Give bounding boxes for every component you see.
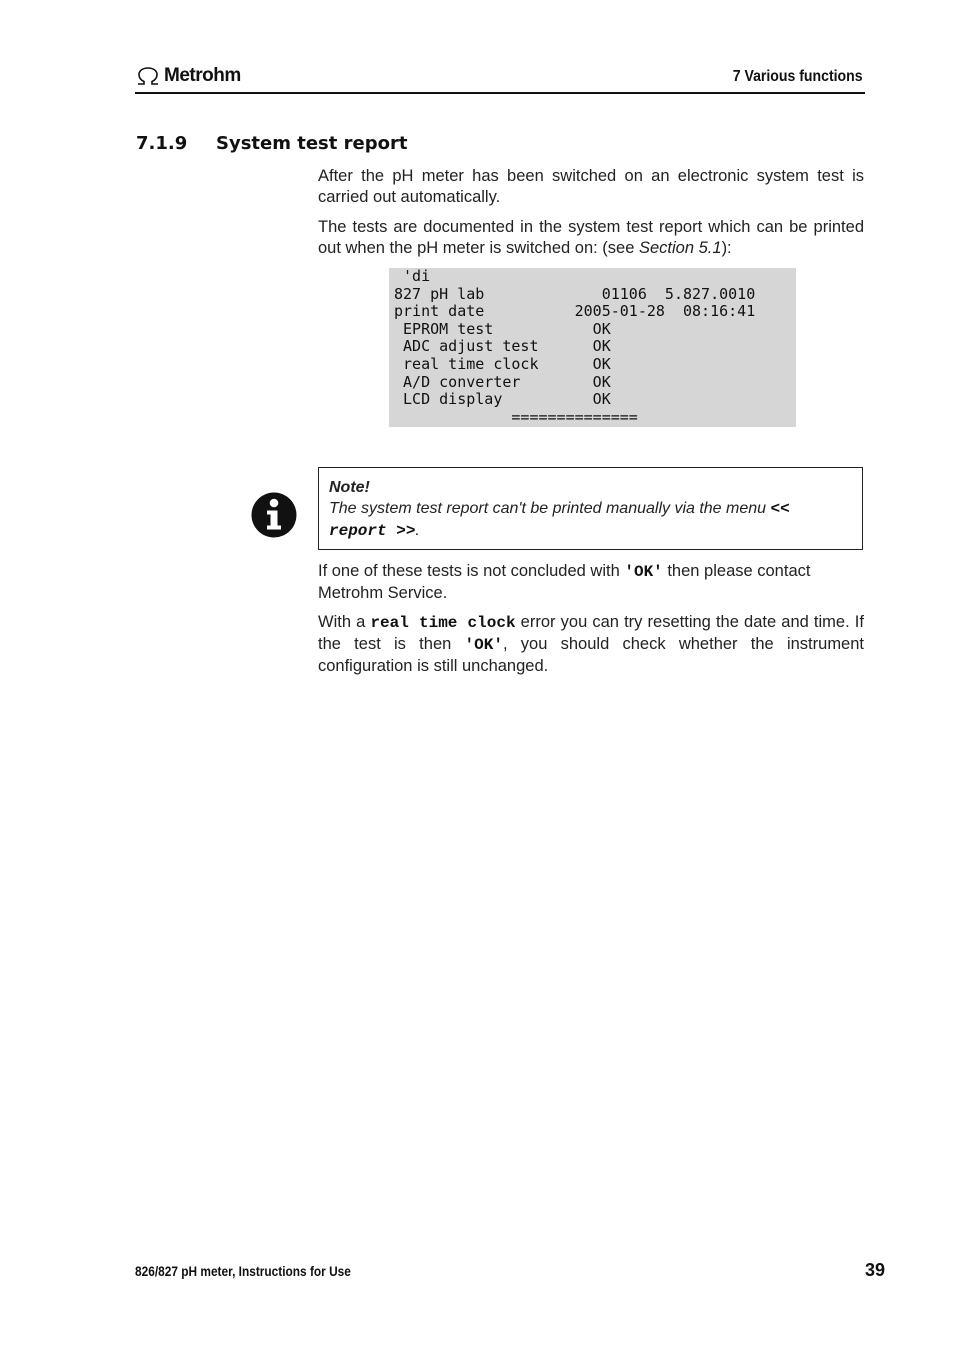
text-run: The system test report can't be printed manually via the menu [329, 500, 771, 517]
text-run: If one of these tests is not concluded with [318, 562, 625, 580]
metrohm-logo [135, 64, 241, 88]
info-icon [250, 491, 298, 539]
section-number: 7.1.9 [136, 133, 188, 154]
report-line: print date 2005-01-28 08:16:41 [394, 302, 756, 321]
report-line: ============== [394, 407, 638, 426]
text-run: then please contact Metrohm Service. [318, 562, 811, 602]
logo-text: Metrohm [164, 65, 241, 86]
chapter-title: 7 Various functions [733, 68, 863, 85]
report-line: EPROM test OK [394, 319, 611, 338]
page-number: 39 [864, 1260, 885, 1280]
paragraph-intro: After the pH meter has been switched on an electronic system test is carried out automatically. [318, 167, 864, 206]
report-line: real time clock OK [394, 354, 611, 373]
note-title: Note! [329, 479, 370, 496]
page-header [135, 62, 865, 94]
section-heading [136, 133, 407, 154]
section-reference: Section 5.1 [639, 239, 722, 257]
note-box [318, 467, 863, 550]
paragraph-ok-failure [318, 561, 864, 604]
report-line: LCD display OK [394, 390, 611, 409]
section-title: System test report [216, 133, 408, 154]
note-text [329, 498, 852, 542]
report-lines [389, 268, 796, 426]
footer-doc-title: 826/827 pH meter, Instructions for Use [135, 1264, 351, 1279]
system-test-report-printout [389, 268, 796, 427]
ok-code: 'OK' [464, 636, 503, 654]
paragraph-clock-error [318, 612, 864, 677]
text-run: error you can try resetting the date and time. If the test is then [318, 613, 864, 653]
text-run: With a [318, 613, 371, 631]
menu-reference: << report >> [329, 500, 790, 540]
text-run: ): [721, 239, 732, 257]
ok-code: 'OK' [624, 563, 663, 581]
report-line: A/D converter OK [394, 372, 611, 391]
text-run: . [415, 522, 420, 539]
report-line: 'di [394, 267, 431, 285]
report-line: 827 pH lab 01106 5.827.0010 [394, 284, 756, 303]
paragraph-report-info [318, 217, 864, 259]
real-time-clock-code: real time clock [370, 614, 516, 632]
text-run: , you should check whether the instrument configuration is still unchanged. [318, 635, 864, 675]
text-run: The tests are documented in the system test report which can be printed out when the pH meter is switched on: (see [318, 218, 864, 257]
report-line: ADC adjust test OK [394, 337, 611, 356]
omega-logo-icon [135, 66, 161, 86]
